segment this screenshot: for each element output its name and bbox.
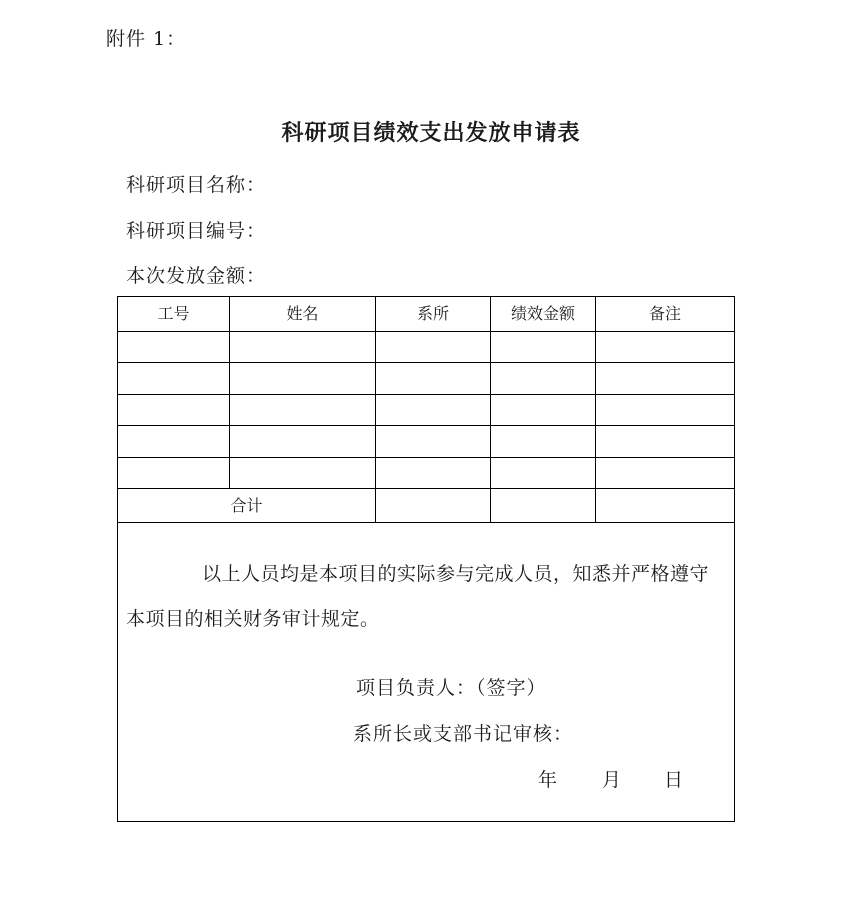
- date-year: 年: [538, 769, 559, 791]
- date-day: 日: [664, 769, 685, 791]
- date-month: 月: [602, 769, 623, 791]
- total-label: 合计: [230, 496, 263, 515]
- amount-field: 本次发放金额：: [126, 265, 267, 287]
- project-name-field: 科研项目名称：: [126, 174, 267, 196]
- reviewer-signature: 系所长或支部书记审核：: [353, 723, 574, 745]
- form-title: 科研项目绩效支出发放申请表: [281, 120, 581, 146]
- row-divider: [118, 331, 734, 332]
- header-amount: 绩效金额: [510, 304, 575, 323]
- statement-line-1: 以上人员均是本项目的实际参与完成人员，知悉并严格遵守: [202, 563, 710, 585]
- header-name: 姓名: [286, 304, 319, 323]
- header-employee-id: 工号: [157, 304, 190, 323]
- application-table: [117, 296, 735, 822]
- project-leader-signature: 项目负责人：（签字）: [356, 677, 547, 699]
- statement-line-2: 本项目的相关财务审计规定。: [126, 608, 380, 630]
- row-divider: [118, 457, 734, 458]
- row-divider: [118, 425, 734, 426]
- attachment-label: 附件 1：: [106, 28, 187, 50]
- header-department: 系所: [416, 304, 449, 323]
- header-remarks: 备注: [648, 304, 681, 323]
- project-number-field: 科研项目编号：: [126, 220, 267, 242]
- row-divider: [118, 394, 734, 395]
- row-divider: [118, 362, 734, 363]
